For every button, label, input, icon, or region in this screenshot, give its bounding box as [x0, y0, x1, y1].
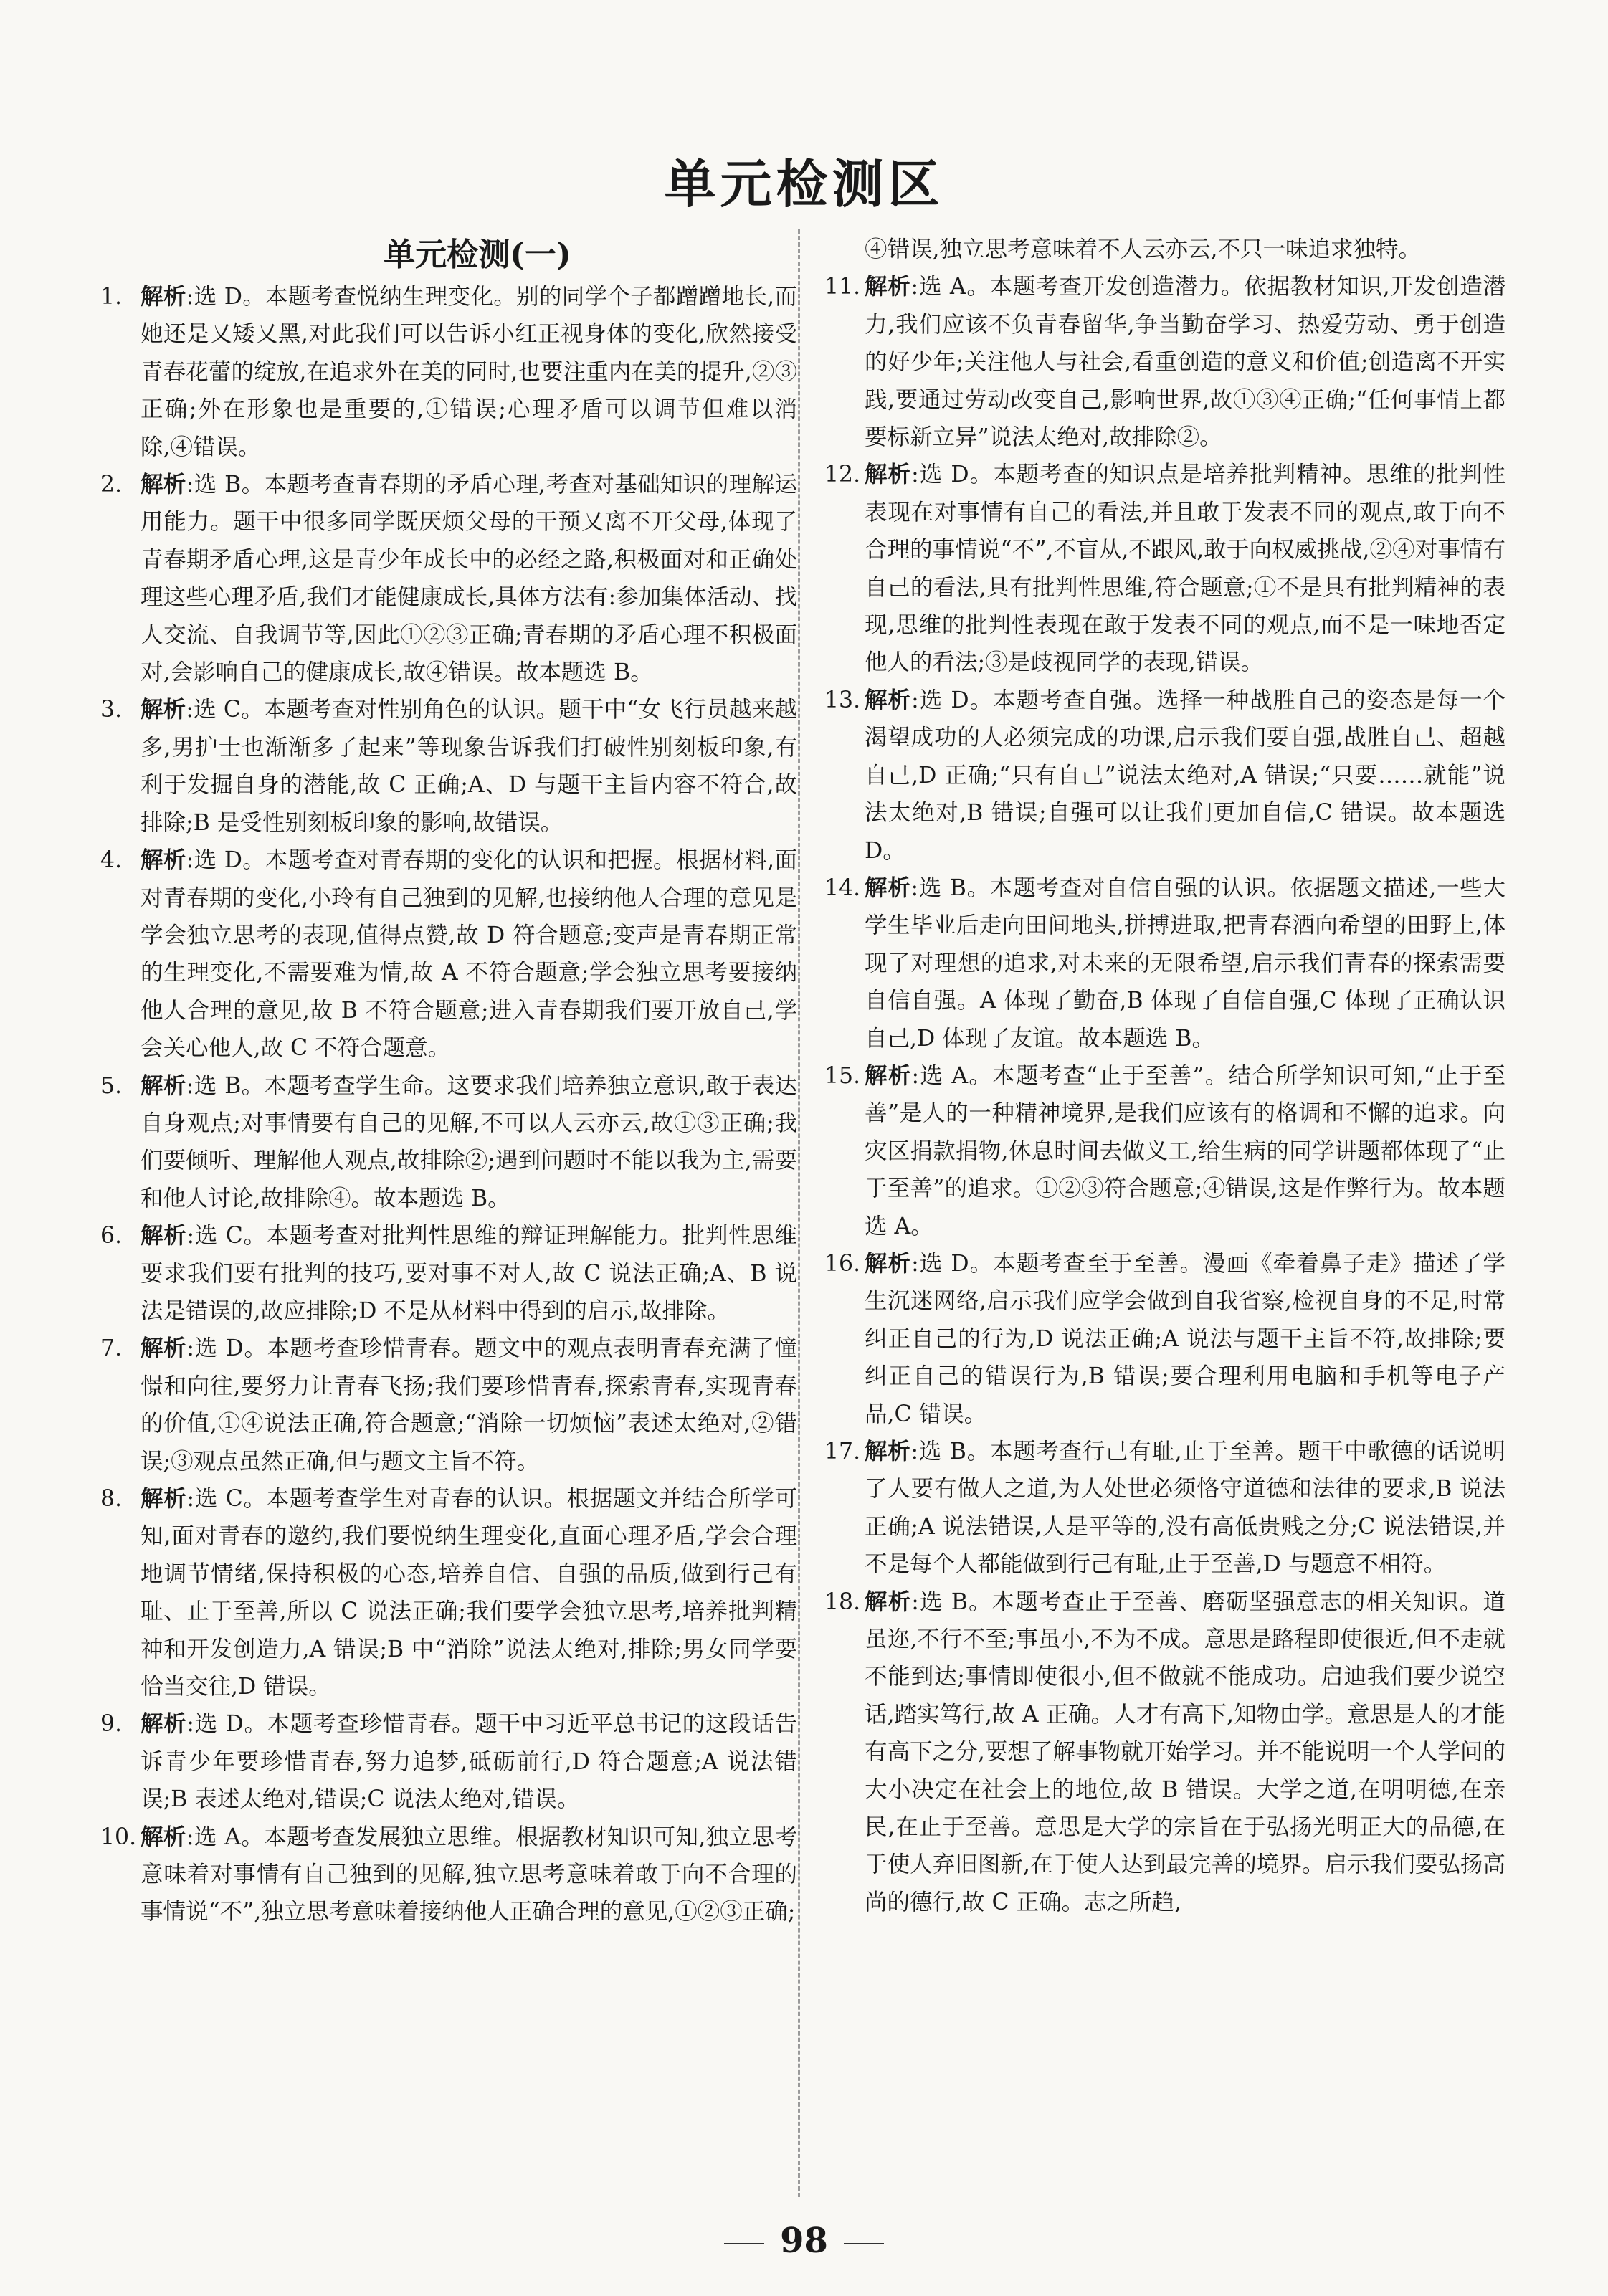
analysis-label: 解析	[141, 1072, 186, 1099]
answer-text: :选 C。本题考查对性别角色的认识。题干中“女飞行员越来越多,男护士也渐渐多了起来”等现象告诉我们打破性别刻板印象,有利于发掘自身的潜能,故 C 正确;A、D 与题干主旨内容不符合,故排除;B 是受性别刻板印象的影响,故错误。	[141, 697, 797, 836]
answer-text: :选 C。本题考查对批判性思维的辩证理解能力。批判性思维要求我们要有批判的技巧,要对事不对人,故 C 说法正确;A、B 说法是错误的,故应排除;D 不是从材料中得到的启示,故排除。	[141, 1223, 797, 1324]
answer-text: :选 B。本题考查行己有耻,止于至善。题干中歌德的话说明了人要有做人之道,为人处世必须恪守道德和法律的要求,B 说法正确;A 说法错误,人是平等的,没有高低贵贱之分;C 说法错误,并不是每个人都能做到行己有耻,止于至善,D 与题意不相符。	[865, 1439, 1505, 1578]
answer-text: :选 D。本题考查自强。选择一种战胜自己的姿态是每一个渴望成功的人必须完成的功课,启示我们要自强,战胜自己、超越自己,D 正确;“只有自己”说法太绝对,A 错误;“只要……就能”说法太绝对,B 错误;自强可以让我们更加自信,C 错误。故本题选 D。	[865, 687, 1505, 864]
answer-list-left	[100, 278, 797, 1931]
answer-text: :选 B。本题考查学生命。这要求我们培养独立意识,敢于表达自身观点;对事情要有自己的见解,不可以人云亦云,故①③正确;我们要倾听、理解他人观点,故排除②;遇到问题时不能以我为主,需要和他人讨论,故排除④。故本题选 B。	[141, 1072, 797, 1211]
answer-item	[100, 1819, 797, 1931]
analysis-label: 解析	[865, 1438, 911, 1464]
question-number: 6.	[100, 1223, 123, 1249]
question-number: 8.	[100, 1486, 123, 1512]
answer-text: :选 D。本题考查悦纳生理变化。别的同学个子都蹭蹭地长,而她还是又矮又黑,对此我们可以告诉小红正视身体的变化,欣然接受青春花蕾的绽放,在追求外在美的同时,也要注重内在美的提升,②③正确;外在形象也是重要的,①错误;心理矛盾可以调节但难以消除,④错误。	[141, 284, 797, 460]
analysis-label: 解析	[141, 1222, 187, 1249]
answer-item	[824, 1583, 1505, 1922]
answer-list-right	[824, 268, 1505, 1921]
question-number: 15.	[824, 1062, 861, 1089]
answer-item	[100, 1067, 797, 1218]
analysis-label: 解析	[865, 1062, 912, 1089]
question-number: 16.	[824, 1250, 861, 1277]
answer-text: :选 A。本题考查发展独立思维。根据教材知识可知,独立思考意味着对事情有自己独到的见解,独立思考意味着敢于向不合理的事情说“不”,独立思考意味着接纳他人正确合理的意见,①②③正确;	[141, 1824, 797, 1925]
answer-item	[824, 1057, 1505, 1245]
analysis-label: 解析	[865, 1588, 912, 1615]
column-divider	[798, 229, 800, 2197]
question-number: 12.	[824, 462, 861, 488]
answer-item	[824, 1433, 1505, 1583]
answer-item	[100, 466, 797, 691]
answer-text: :选 B。本题考查青春期的矛盾心理,考查对基础知识的理解运用能力。题干中很多同学既厌烦父母的干预又离不开父母,体现了青春期矛盾心理,这是青少年成长中的必经之路,积极面对和正确处理这些心理矛盾,我们才能健康成长,具体方法有:参加集体活动、找人交流、自我调节等,因此①②③正确;青春期的矛盾心理不积极面对,会影响自己的健康成长,故④错误。故本题选 B。	[141, 472, 797, 686]
answer-item	[824, 870, 1505, 1057]
question-number: 7.	[100, 1335, 123, 1362]
answer-text: :选 A。本题考查“止于至善”。结合所学知识可知,“止于至善”是人的一种精神境界,是我们应该有的格调和不懈的追求。向灾区捐款捐物,休息时间去做义工,给生病的同学讲题都体现了“止于至善”的追求。①②③符合题意;④错误,这是作弊行为。故本题选 A。	[865, 1062, 1505, 1239]
question-number: 5.	[100, 1072, 123, 1099]
answer-text: :选 D。本题考查珍惜青春。题干中习近平总书记的这段话告诉青少年要珍惜青春,努力追梦,砥砺前行,D 符合题意;A 说法错误;B 表述太绝对,错误;C 说法太绝对,错误。	[141, 1711, 797, 1813]
question-number: 4.	[100, 847, 123, 874]
answer-text: :选 B。本题考查止于至善、磨砺坚强意志的相关知识。道虽迩,不行不至;事虽小,不为不成。意思是路程即使很近,但不走就不能到达;事情即使很小,但不做就不能成功。启迪我们要少说空话,踏实笃行,故 A 正确。人才有高下,知物由学。意思是人的才能有高下之分,要想了解事物就开始学习。并不能说明一个人学问的大小决定在社会上的地位,故 B 错误。大学之道,在明明德,在亲民,在止于至善。意思是大学的宗旨在于弘扬光明正大的品德,在于使人弃旧图新,在于使人达到最完善的境界。启示我们要弘扬高尚的德行,故 C 正确。志之所趋,	[865, 1588, 1505, 1915]
answer-item	[100, 278, 797, 466]
answer-item	[824, 456, 1505, 681]
answer-item	[824, 268, 1505, 456]
answer-text: :选 C。本题考查学生对青春的认识。根据题文并结合所学可知,面对青春的邀约,我们要悦纳生理变化,直面心理矛盾,学会合理地调节情绪,保持积极的心态,培养自信、自强的品质,做到行己有耻、止于至善,所以 C 说法正确;我们要学会独立思考,培养批判精神和开发创造力,A 错误;B 中“消除”说法太绝对,排除;男女同学要恰当交往,D 错误。	[141, 1486, 797, 1700]
analysis-label: 解析	[141, 1710, 187, 1738]
page-title: 单元检测区	[664, 153, 944, 214]
question-number: 3.	[100, 697, 123, 723]
question-number: 11.	[824, 274, 861, 300]
question-number: 1.	[100, 284, 123, 310]
answer-item	[100, 1705, 797, 1818]
answer-item	[100, 1330, 797, 1480]
analysis-label: 解析	[141, 847, 186, 874]
analysis-label: 解析	[141, 696, 186, 723]
section-title: 单元检测(一)	[384, 237, 571, 273]
question-number: 18.	[824, 1588, 861, 1615]
question-number: 10.	[100, 1824, 137, 1850]
answer-item	[824, 682, 1505, 870]
analysis-label: 解析	[141, 1335, 187, 1362]
analysis-label: 解析	[865, 686, 912, 713]
answer-item	[100, 1217, 797, 1330]
answer-text: :选 D。本题考查对青春期的变化的认识和把握。根据材料,面对青春期的变化,小玲有自己独到的见解,也接纳他人合理的意见是学会独立思考的表现,值得点赞,故 D 符合题意;变声是青春期正常的生理变化,不需要难为情,故 A 不符合题意;学会独立思考要接纳他人合理的意见,故 B 不符合题意;进入青春期我们要开放自己,学会关心他人,故 C 不符合题意。	[141, 847, 797, 1062]
analysis-label: 解析	[865, 273, 911, 300]
footer-dash-right	[844, 2243, 884, 2244]
analysis-label: 解析	[141, 1823, 186, 1850]
analysis-label: 解析	[141, 283, 186, 310]
question-number: 17.	[824, 1439, 861, 1464]
question-number: 13.	[824, 687, 861, 713]
question-number: 14.	[824, 875, 861, 901]
page-number: 98	[780, 2221, 828, 2261]
question-number: 2.	[100, 472, 123, 498]
answer-item	[100, 1480, 797, 1705]
answer-text: :选 A。本题考查开发创造潜力。依据教材知识,开发创造潜力,我们应该不负青春留华,争当勤奋学习、热爱劳动、勇于创造的好少年;关注他人与社会,看重创造的意义和价值;创造离不开实践,要通过劳动改变自己,影响世界,故①③④正确;“任何事情上都要标新立异”说法太绝对,故排除②。	[865, 274, 1505, 451]
answer-text: :选 D。本题考查珍惜青春。题文中的观点表明青春充满了憧憬和向往,要努力让青春飞扬;我们要珍惜青春,探索青春,实现青春的价值,①④说法正确,符合题意;“消除一切烦恼”表述太绝对,②错误;③观点虽然正确,但与题文主旨不符。	[141, 1335, 797, 1475]
continuation-text: ④错误,独立思考意味着不人云亦云,不只一味追求独特。	[865, 237, 1422, 262]
answer-item	[100, 842, 797, 1067]
analysis-label: 解析	[141, 1485, 187, 1512]
analysis-label: 解析	[865, 874, 911, 901]
analysis-label: 解析	[141, 471, 186, 498]
left-column	[100, 231, 797, 2195]
footer-dash-left	[724, 2243, 764, 2244]
analysis-label: 解析	[865, 461, 912, 488]
analysis-label: 解析	[865, 1249, 912, 1277]
answer-text: :选 D。本题考查的知识点是培养批判精神。思维的批判性表现在对事情有自己的看法,并且敢于发表不同的观点,敢于向不合理的事情说“不”,不盲从,不跟风,敢于向权威挑战,②④对事情有自己的看法,具有批判性思维,符合题意;①不是具有批判精神的表现,思维的批判性表现在敢于发表不同的观点,而不是一味地否定他人的看法;③是歧视同学的表现,错误。	[865, 462, 1505, 676]
right-column	[824, 231, 1505, 2195]
answer-item	[824, 1245, 1505, 1433]
page-footer	[0, 2219, 1608, 2262]
question-number: 9.	[100, 1711, 123, 1738]
answer-text: :选 B。本题考查对自信自强的认识。依据题文描述,一些大学生毕业后走向田间地头,拼搏进取,把青春洒向希望的田野上,体现了对理想的追求,对未来的无限希望,启示我们青春的探索需要自信自强。A 体现了勤奋,B 体现了自信自强,C 体现了正确认识自己,D 体现了友谊。故本题选 B。	[865, 875, 1505, 1052]
answer-text: :选 D。本题考查至于至善。漫画《牵着鼻子走》描述了学生沉迷网络,启示我们应学会做到自我省察,检视自身的不足,时常纠正自己的行为,D 说法正确;A 说法与题干主旨不符,故排除;要纠正自己的错误行为,B 错误;要合理利用电脑和手机等电子产品,C 错误。	[865, 1250, 1505, 1427]
answer-item	[100, 691, 797, 842]
